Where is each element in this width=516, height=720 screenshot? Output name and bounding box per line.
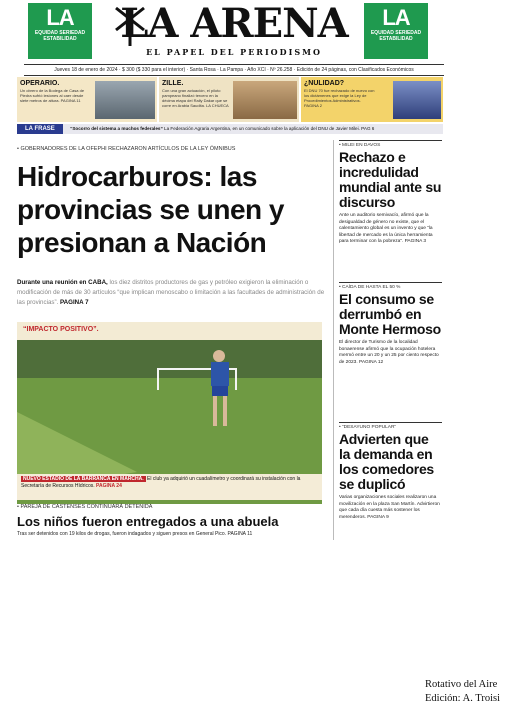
- frase-label: LA FRASE: [17, 124, 63, 134]
- teaser-zille[interactable]: [159, 77, 299, 122]
- frase-quote: “Socorro del sistema a muchos federales”: [70, 126, 163, 131]
- caption-page: PAGINA 24: [96, 483, 122, 489]
- photo-caption: [17, 474, 322, 500]
- side-headline[interactable]: Rechazo e incredulidad mundial ante su discurso: [339, 149, 442, 210]
- story2-text: Tras ser detenidos con 19 kilos de drogas, fueron indagados y siguen presos en General Pico. PAGINA 11: [17, 531, 253, 537]
- teaser-image: [393, 81, 441, 119]
- story-ninos: [17, 504, 322, 537]
- side-kicker: • CAÍDA DE HASTA EL 50 %: [339, 282, 442, 290]
- left-badge: [28, 3, 92, 59]
- story2-kicker: • PAREJA DE CASTENSES CONTINUARÁ DETENIDA: [17, 504, 153, 510]
- badge-motto: EQUIDAD SERIEDAD ESTABILIDAD: [34, 30, 86, 42]
- side-column: [339, 140, 442, 521]
- side-headline[interactable]: El consumo se derrumbó en Monte Hermoso: [339, 291, 441, 337]
- teaser-title: ¿NULIDAD?: [304, 80, 345, 87]
- side-text: Varias organizaciones sociales realizaron una movilización en la plaza San Martín. Advirtieron que cada día cuesta más sostener los merenderos. PAGINA 9: [339, 495, 440, 520]
- frase-bar: [17, 124, 443, 134]
- side-text: El director de Turismo de la localidad bonaerense afirmó que la ocupación hotelera mermó entre un 20 y un 25 por ciento respecto de 2023. PAGINA 12: [339, 340, 439, 365]
- dateline: Jueves 18 de enero de 2024 · $ 300 ($ 330 para el interior) · Santa Rosa · La Pampa · Año XCI · Nº 26.258 · Edición de 24 páginas, con Clasificados Económicos: [24, 64, 444, 76]
- badge-motto: EQUIDAD SERIEDAD ESTABILIDAD: [370, 30, 422, 42]
- teaser-text: Un obrero de la Bodega de Casa de Piedra sufrió lesiones al caer desde siete metros de altura. PAGINA 11: [20, 88, 85, 103]
- frase-text: La Federación Agraria Argentina, en un comunicado sobre la aplicación del DNU de Javier Milei. PAG 6: [164, 126, 375, 131]
- teaser-title: OPERARIO.: [20, 80, 60, 87]
- badge-logo: LA: [382, 5, 410, 30]
- credit-line-2: Edición: A. Troisi: [425, 693, 500, 704]
- teaser-text: El DNU 70 fue rechazado de nuevo con los dictámenes que exige la Ley de Procedimientos Administrativos. PAGINA 2: [304, 88, 375, 108]
- credit-line-1: Rotativo del Aire: [425, 679, 498, 690]
- story2-headline[interactable]: Los niños fueron entregados a una abuela: [17, 514, 279, 529]
- deck-page: PAGINA 7: [60, 299, 89, 306]
- teaser-nulidad[interactable]: [301, 77, 443, 122]
- main-headline[interactable]: Hidrocarburos: las provincias se unen y presionan a Nación: [17, 161, 284, 258]
- teaser-image: [95, 81, 155, 119]
- teaser-strip: [17, 77, 443, 124]
- caption-body: El club ya adquirió un cuadalímetro y coordinará su instalación con la Secretaría de Recursos Hídricos.: [21, 476, 301, 489]
- newspaper-subtitle: EL PAPEL DEL PERIODISMO: [146, 47, 322, 57]
- badge-logo: LA: [46, 5, 74, 30]
- deck-body: los diez distritos productores de gas y petróleo exigieron la eliminación o modificación de más de 30 artículos “que implican menoscabo o limitación a las facultades de administración de las provincias”.: [17, 279, 325, 306]
- main-deck: [17, 278, 327, 308]
- teaser-text: Con una gran actuación, el piloto pampeano finalizó tercero en la décima etapa del Rally Dakar que se corre en Arabia Saudita. LA CHUECA: [162, 88, 229, 108]
- column-divider: [333, 140, 334, 540]
- teaser-image: [233, 81, 297, 119]
- side-story-davos: [339, 140, 442, 282]
- side-story-consumo: [339, 282, 442, 422]
- caption-lead: NUEVO ESTADIO DE LA BARRANCA EN MARCHA.: [23, 476, 144, 482]
- side-kicker: • “DESAYUNO POPULAR”: [339, 422, 442, 430]
- photo-header: “IMPACTO POSITIVO”.: [23, 326, 99, 333]
- side-text: Ante un auditorio semivacío, afirmó que la desigualdad de género no existe, que el calentamiento global es un invento y que “la libertad de mercado es la única herramienta para terminar con la pobreza”. PAGINA 3: [339, 213, 433, 245]
- deck-lead: Durante una reunión en CABA,: [17, 279, 108, 286]
- credit-block: [425, 678, 500, 706]
- right-badge: [364, 3, 428, 59]
- side-story-comedores: [339, 422, 442, 521]
- photo-header-bar: [17, 322, 322, 340]
- teaser-operario[interactable]: [17, 77, 157, 122]
- main-kicker: • GOBERNADORES DE LA OFEPHI RECHAZARON ARTÍCULOS DE LA LEY ÓMNIBUS: [17, 146, 236, 152]
- front-page: [14, 0, 442, 548]
- newspaper-title: LA ARENA: [120, 0, 348, 47]
- teaser-title: ZILLE.: [162, 80, 184, 87]
- side-headline[interactable]: Advierten que la demanda en los comedores se duplicó: [339, 431, 434, 492]
- side-kicker: • MILEI EN DAVOS: [339, 140, 442, 148]
